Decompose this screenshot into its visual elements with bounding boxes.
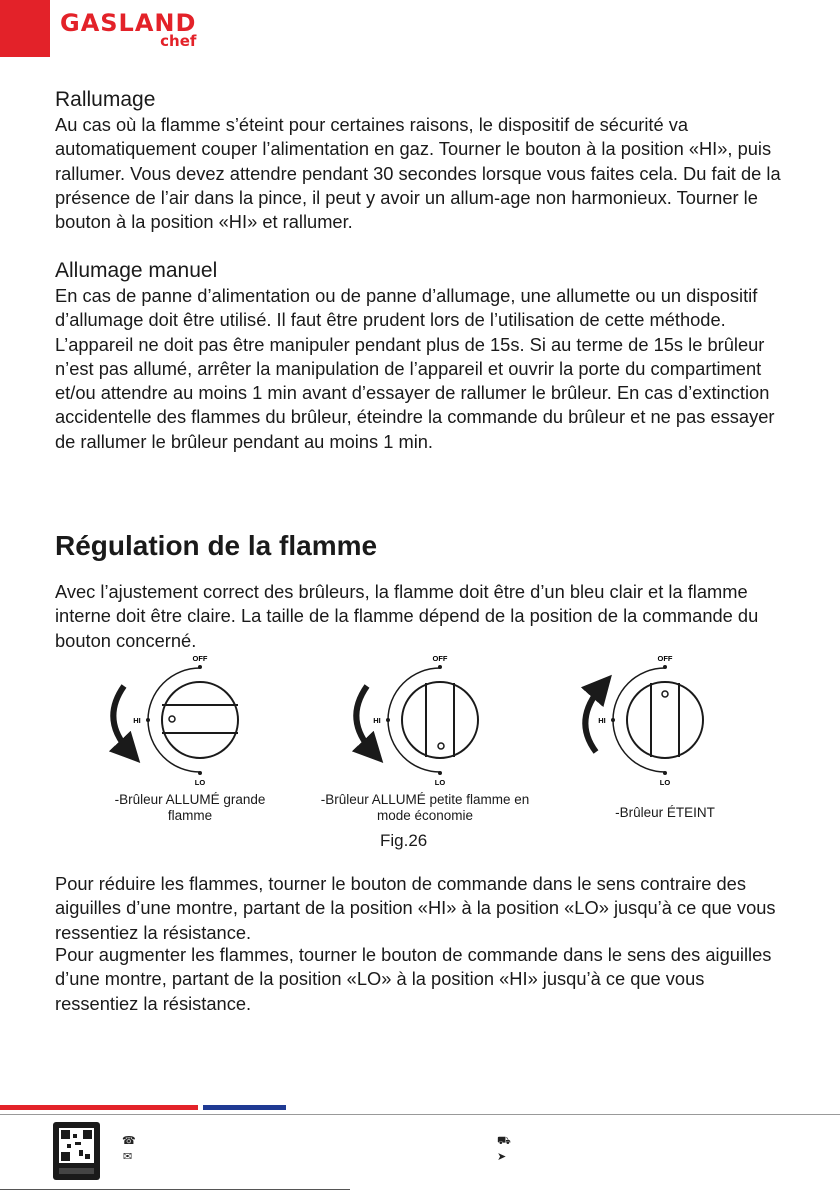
footer-blue-bar bbox=[203, 1105, 286, 1110]
knob-off bbox=[585, 654, 703, 787]
hi-label: HI bbox=[373, 716, 381, 725]
reduce-flame-text: Pour réduire les flammes, tourner le bouton de commande dans le sens contraire des aiguilles d’une montre, partant de la position «HI» à la position «LO» jusqu’à ce que vous ressentiez la résistance. bbox=[55, 873, 776, 943]
off-label: OFF bbox=[192, 654, 208, 663]
ccw-arrow-icon bbox=[113, 686, 130, 752]
hi-label: HI bbox=[598, 716, 606, 725]
caption-knob-off: -Brûleur ÉTEINT bbox=[615, 805, 715, 820]
increase-flame-text: Pour augmenter les flammes, tourner le bouton de commande dans le sens des aiguilles d’une montre, partant de la position «LO» à la position «HI» jusqu’à ce que vous ressentiez la résistance. bbox=[55, 944, 772, 1014]
footer-divider bbox=[0, 1114, 840, 1115]
hi-label: HI bbox=[133, 716, 141, 725]
knob-hi bbox=[113, 654, 238, 787]
lo-label: LO bbox=[434, 778, 446, 787]
page-bottom-line bbox=[0, 1189, 350, 1190]
phone-icon: ☎ bbox=[122, 1135, 136, 1147]
manuel-text: En cas de panne d’alimentation ou de panne d’allumage, une allumette ou un dispositif d’allumage doit être utilisé. Il faut être prudent lors de l’utilisation de cette méthode. L’appareil ne doit pas être manipuler pendant plus de 15s. Si au terme de 15s le brûleur n’est pas allumé, arrêter la manipulation de l’appareil et ouvrir la porte du compartiment et/ou attendre au moins 1 min avant d’essayer de rallumer le brûleur. En cas d’extinction accidentelle des flammes du brûleur, éteindre la commande du brûleur et ne pas essayer de rallumer le brûleur pendant au moins 1 min. bbox=[55, 285, 775, 452]
regulation-title: Régulation de la flamme bbox=[55, 530, 378, 561]
regulation-text: Avec l’ajustement correct des brûleurs, la flamme doit être d’un bleu clair et la flamme interne doit être claire. La taille de la flamme dépend de la position de la commande du bouton concerné. bbox=[55, 581, 759, 651]
manuel-heading: Allumage manuel bbox=[55, 259, 218, 282]
off-label: OFF bbox=[432, 654, 448, 663]
cart-icon: ⛟ bbox=[497, 1135, 511, 1147]
ccw-arrow-icon bbox=[356, 686, 373, 752]
brand-logo bbox=[60, 10, 196, 48]
off-label: OFF bbox=[657, 654, 673, 663]
footer-red-bar bbox=[0, 1105, 198, 1110]
rallumage-heading: Rallumage bbox=[55, 88, 156, 111]
logo-main: GASLAND bbox=[60, 9, 197, 37]
lo-label: LO bbox=[659, 778, 671, 787]
knob-lo bbox=[356, 654, 478, 787]
corner-block bbox=[0, 0, 50, 57]
caption-knob-lo: -Brûleur ALLUMÉ petite flamme en mode économie bbox=[320, 792, 530, 823]
qr-code bbox=[53, 1122, 100, 1180]
rallumage-text: Au cas où la flamme s’éteint pour certaines raisons, le dispositif de sécurité va automatiquement couper l’alimentation en gaz. Tourner le bouton à la position «HI», puis rallumer. Vous devez attendre pendant 30 secondes lorsque vous faites cela. Du fait de la présence de l’air dans la pince, il peut y avoir un allum-age non harmonieux. Tourner le bouton à la position «HI» et rallumer. bbox=[55, 114, 781, 233]
figure-label: Fig.26 bbox=[380, 831, 428, 850]
caption-knob-hi: -Brûleur ALLUMÉ grande flamme bbox=[114, 792, 266, 823]
location-icon: ➤ bbox=[497, 1151, 507, 1163]
mail-icon: ✉ bbox=[123, 1151, 133, 1163]
logo-sub: chef bbox=[160, 32, 197, 50]
lo-label: LO bbox=[194, 778, 206, 787]
